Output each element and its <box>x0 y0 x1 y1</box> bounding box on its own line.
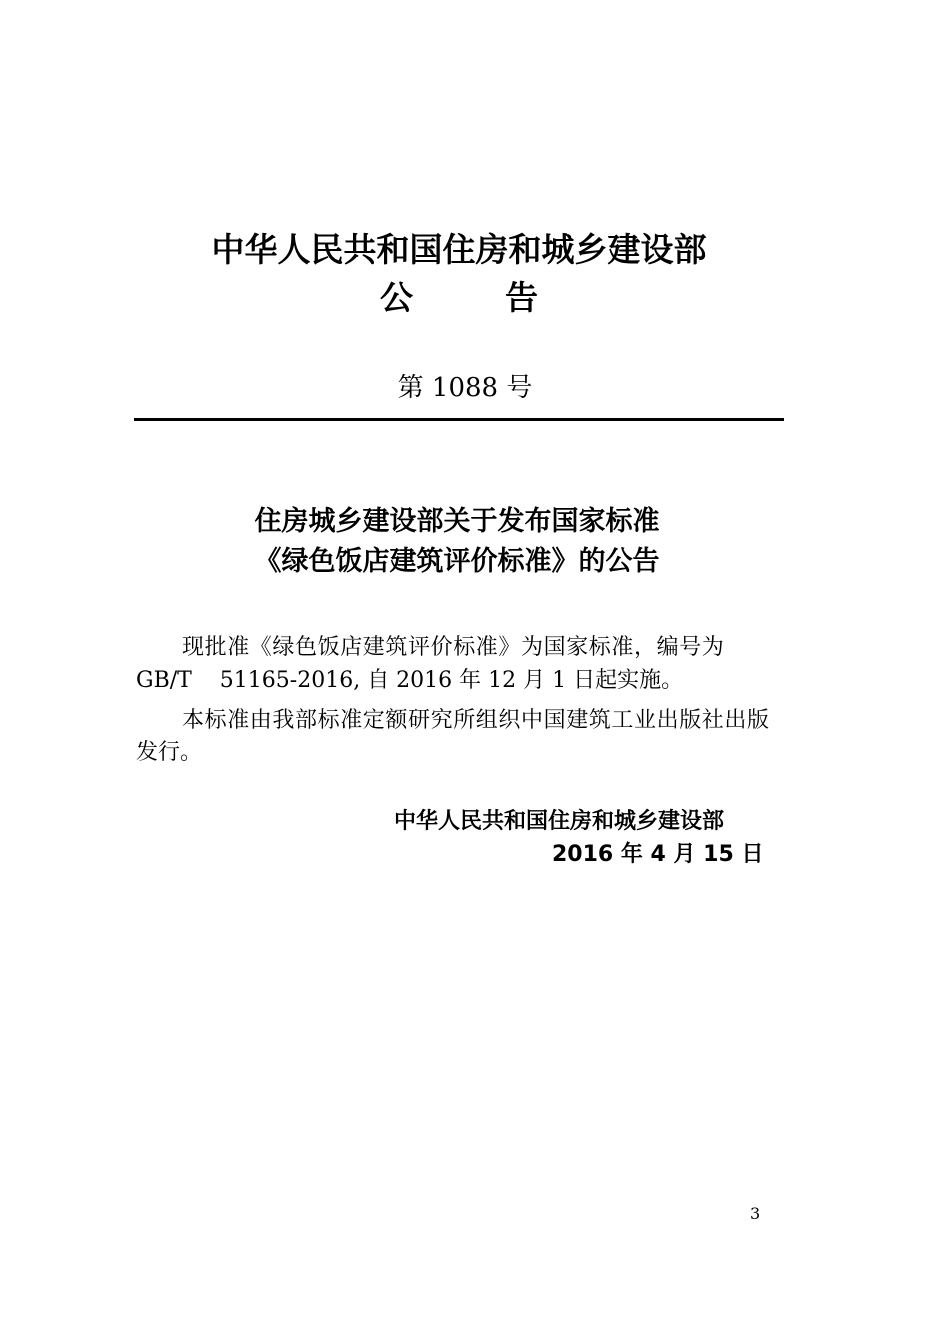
announcement-title-line-1: 住房城乡建设部关于发布国家标准 <box>254 506 660 537</box>
notice-heading: 公 告 <box>380 278 538 317</box>
paragraph-1-line-2: GB/T 51165-2016, 自 2016 年 12 月 1 日起实施。 <box>136 668 684 693</box>
header-divider <box>134 418 784 421</box>
document-number: 第 1088 号 <box>397 373 533 403</box>
issuing-organization-title: 中华人民共和国住房和城乡建设部 <box>211 230 707 269</box>
paragraph-2-line-2: 发行。 <box>136 740 203 765</box>
page-number: 3 <box>750 1204 761 1223</box>
paragraph-1-line-1: 现批准《绿色饭店建筑评价标准》为国家标准，编号为 <box>182 635 725 660</box>
paragraph-2-line-1: 本标准由我部标准定额研究所组织中国建筑工业出版社出版 <box>182 708 770 733</box>
announcement-title-line-2: 《绿色饭店建筑评价标准》的公告 <box>254 546 660 577</box>
signature-date: 2016 年 4 月 15 日 <box>552 842 764 867</box>
signature-organization: 中华人民共和国住房和城乡建设部 <box>394 809 725 834</box>
